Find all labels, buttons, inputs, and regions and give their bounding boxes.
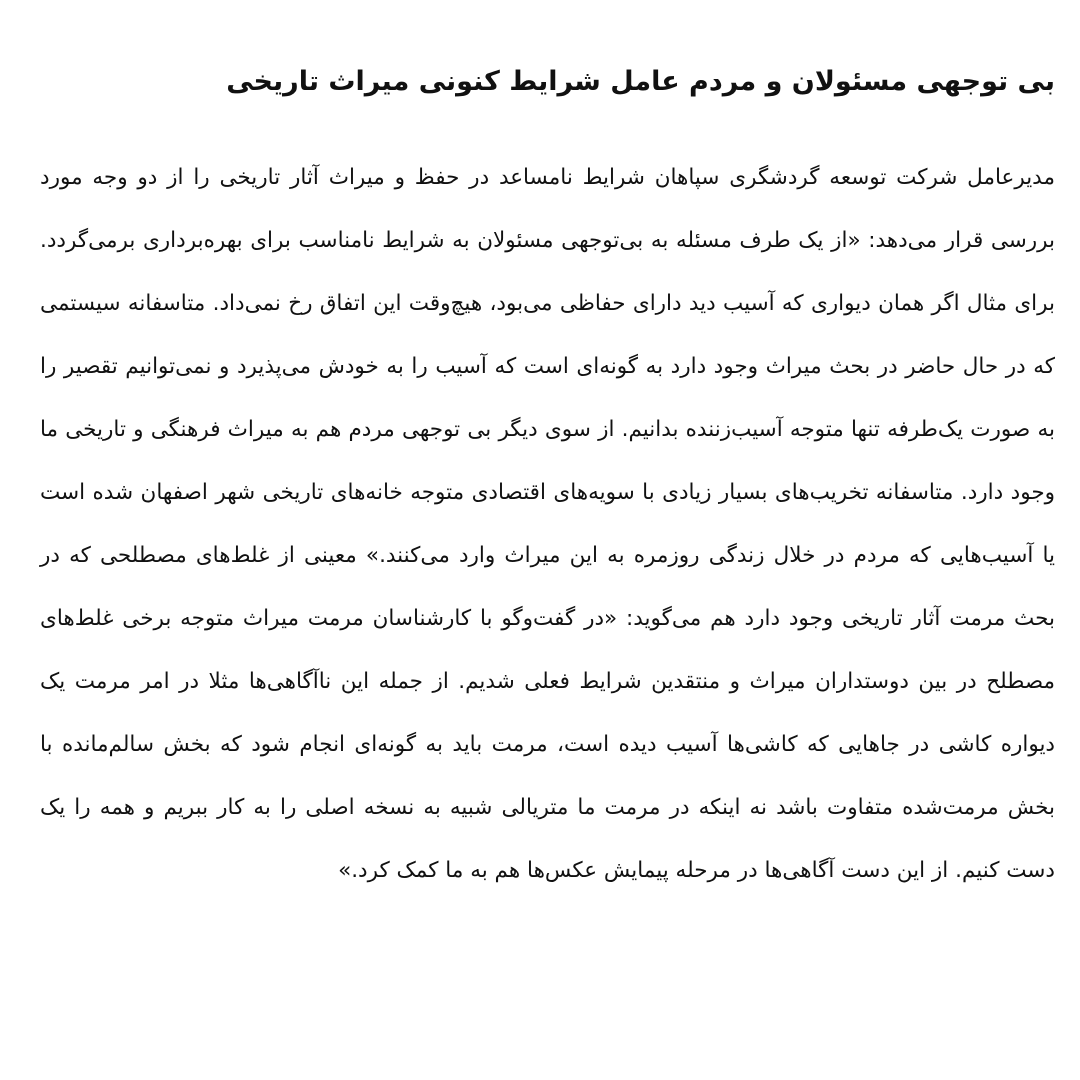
- article-body: مدیرعامل شرکت توسعه گردشگری سپاهان شرایط نامساعد در حفظ و میراث آثار تاریخی را از دو وجه مورد بررسی قرار می‌دهد: «از یک طرف مسئله به بی‌توجهی مسئولان به شرایط نامناسب برای بهره‌برداری برمی‌گردد. برای مثال اگر همان دیواری که آسیب دید دارای حفاظی می‌بود، هیچ‌وقت این اتفاق رخ نمی‌داد. متاسفانه سیستمی که در حال حاضر در بحث میراث وجود دارد به گونه‌ای است که آسیب را به خودش می‌پذیرد و نمی‌توانیم تقصیر را به صورت یک‌طرفه تنها متوجه آسیب‌زننده بدانیم. از سوی دیگر بی توجهی مردم هم به میراث فرهنگی و تاریخی ما وجود دارد. متاسفانه تخریب‌های بسیار زیادی با سویه‌های اقتصادی متوجه خانه‌های تاریخی شهر اصفهان شده است یا آسیب‌هایی که مردم در خلال زندگی روزمره به این میراث وارد می‌کنند.» معینی از غلط‌های مصطلحی که در بحث مرمت آثار تاریخی وجود دارد هم می‌گوید: «در گفت‌وگو با کارشناسان مرمت میراث متوجه برخی غلط‌های مصطلح در بین دوستداران میراث و منتقدین شرایط فعلی شدیم. از جمله این ناآگاهی‌ها مثلا در امر مرمت یک دیواره کاشی در جاهایی که کاشی‌ها آسیب دیده است، مرمت باید به گونه‌ای انجام شود که بخش سالم‌مانده با بخش مرمت‌شده متفاوت باشد نه اینکه در مرمت ما متریالی شبیه به نسخه اصلی را به کار ببریم و همه را یک دست کنیم. از این دست آگاهی‌ها در مرحله پیمایش عکس‌ها هم به ما کمک کرد.»: [40, 165, 1055, 883]
- article: [40, 0, 1055, 902]
- article-title: بی توجهی مسئولان و مردم عامل شرایط کنونی میراث تاریخی: [226, 66, 1055, 97]
